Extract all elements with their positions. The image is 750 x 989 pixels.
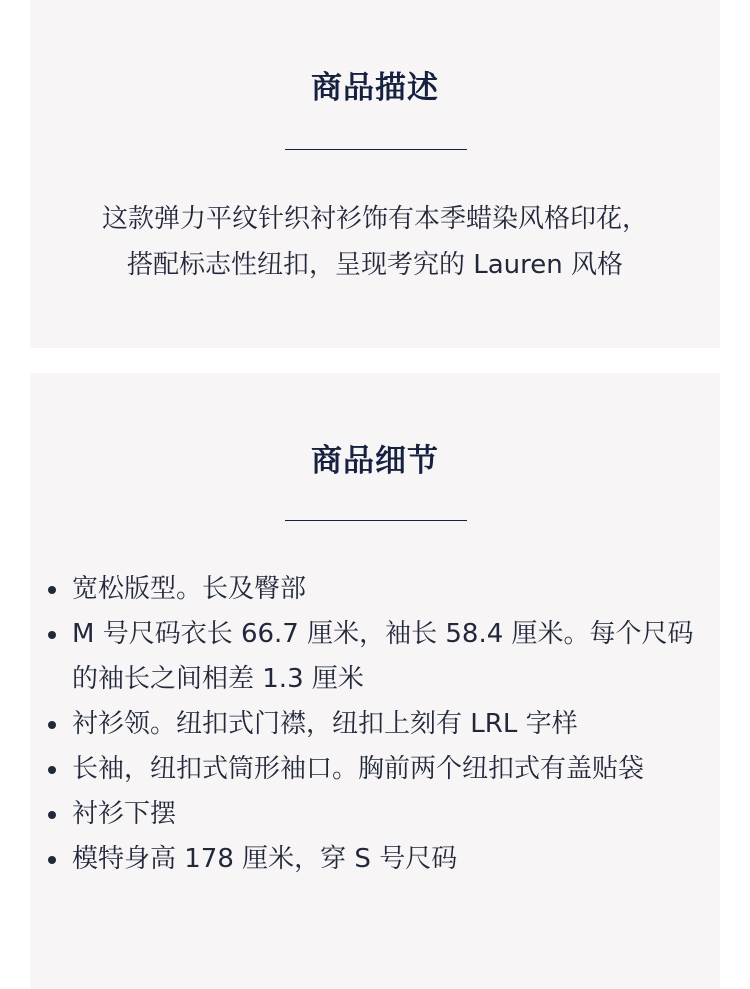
detail-text: 模特身高 178 厘米，穿 S 号尺码 — [72, 844, 458, 874]
bullet-icon — [48, 811, 56, 819]
list-item — [72, 747, 697, 792]
list-item — [72, 612, 697, 702]
bullet-icon — [48, 631, 56, 639]
list-item — [72, 792, 697, 837]
details-divider — [285, 520, 467, 521]
list-item — [72, 567, 697, 612]
product-description-card — [30, 0, 720, 348]
description-text — [60, 196, 690, 288]
bullet-icon — [48, 766, 56, 774]
product-details-card — [30, 373, 720, 989]
detail-text: M 号尺码衣长 66.7 厘米，袖长 58.4 厘米。每个尺码的袖长之间相差 1.3 厘米 — [72, 619, 694, 694]
detail-text: 衬衫领。纽扣式门襟，纽扣上刻有 LRL 字样 — [72, 709, 578, 739]
detail-text: 宽松版型。长及臀部 — [72, 574, 307, 604]
bullet-icon — [48, 586, 56, 594]
description-divider — [285, 149, 467, 150]
list-item — [72, 702, 697, 747]
bullet-icon — [48, 721, 56, 729]
detail-text: 长袖，纽扣式筒形袖口。胸前两个纽扣式有盖贴袋 — [72, 754, 645, 784]
details-list — [72, 567, 697, 882]
details-title: 商品细节 — [311, 443, 439, 479]
description-title: 商品描述 — [311, 70, 439, 106]
description-line: 这款弹力平纹针织衬衫饰有本季蜡染风格印花， — [101, 204, 648, 234]
bullet-icon — [48, 856, 56, 864]
description-line: 搭配标志性纽扣，呈现考究的 Lauren 风格 — [126, 250, 624, 280]
detail-text: 衬衫下摆 — [72, 799, 177, 829]
list-item — [72, 837, 697, 882]
